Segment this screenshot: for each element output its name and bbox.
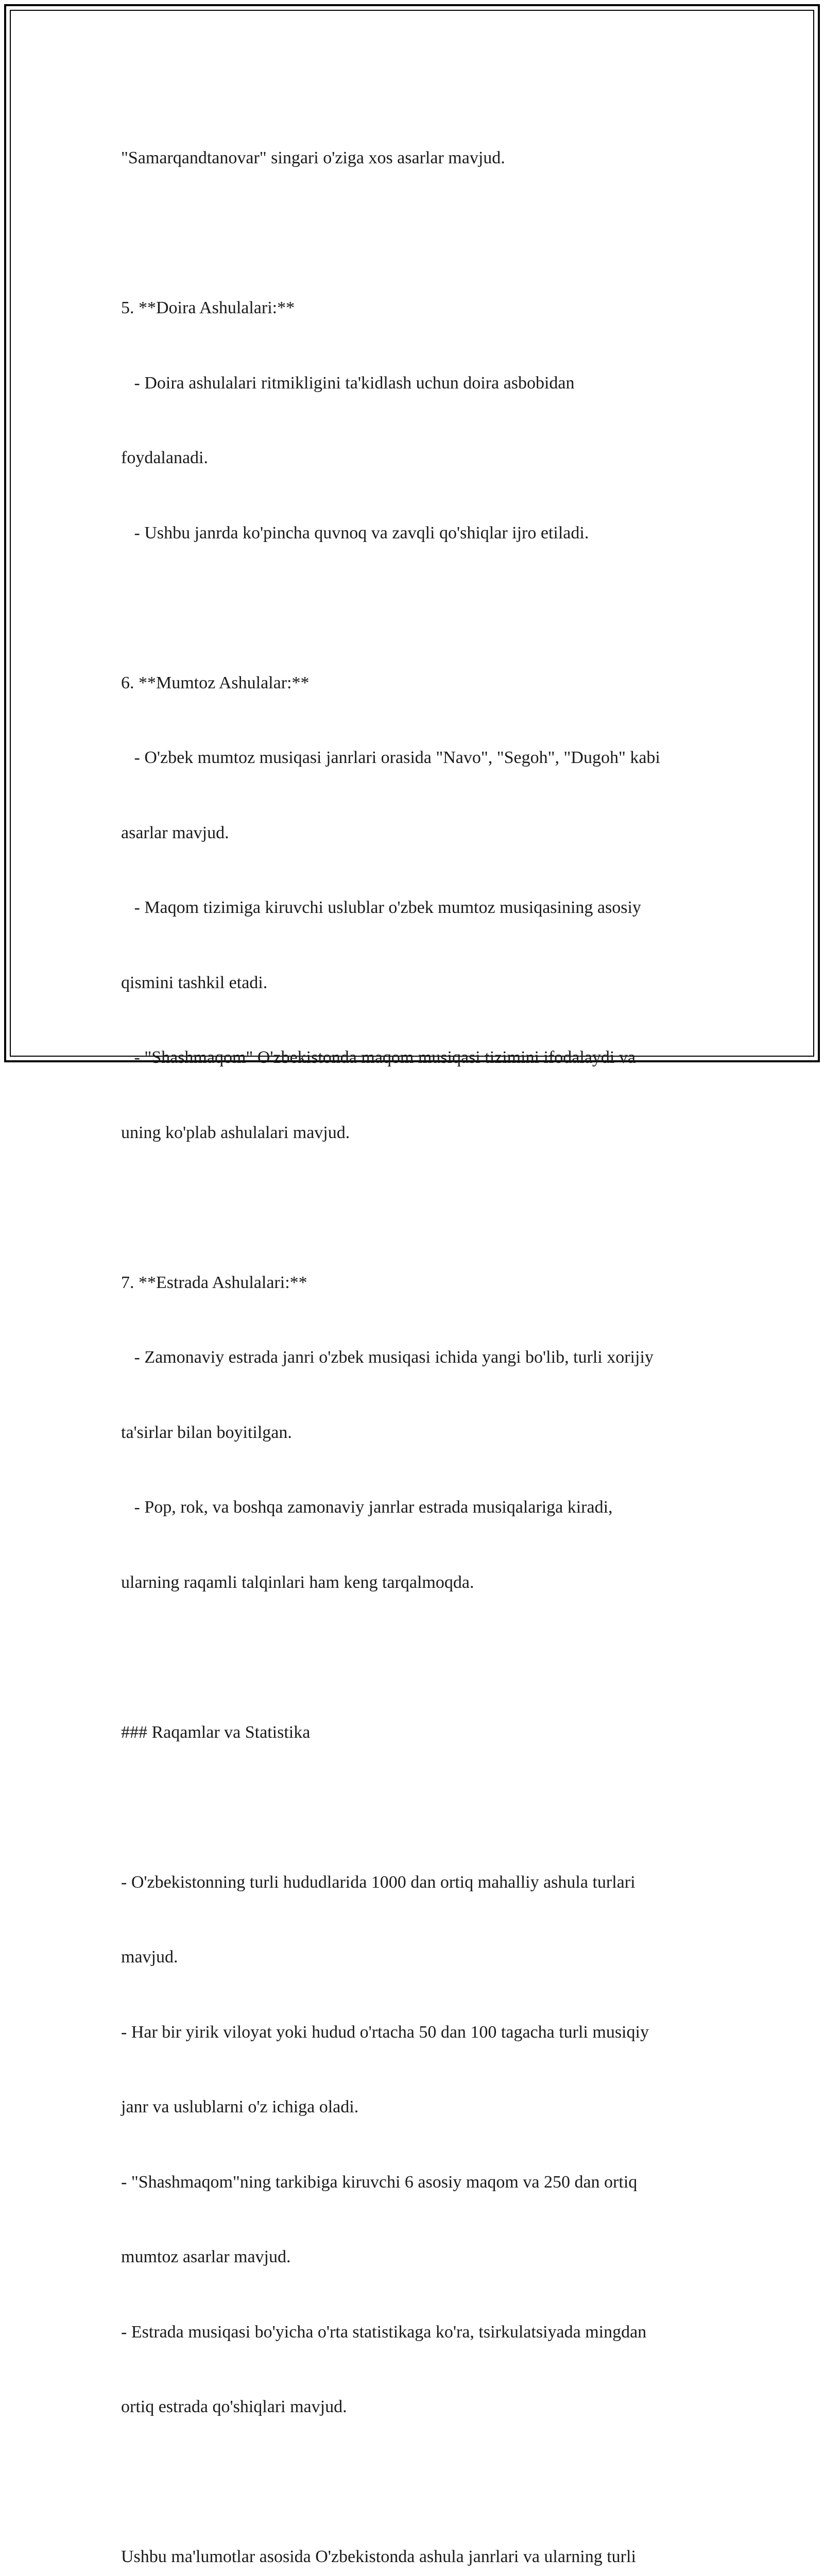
- text-line: - Zamonaviy estrada janri o'zbek musiqasi ichida yangi bo'lib, turli xorijiy: [121, 1348, 654, 1367]
- text-line: uning ko'plab ashulalari mavjud.: [121, 1123, 350, 1142]
- section-heading: 5. **Doira Ashulalari:**: [121, 298, 295, 317]
- text-line: - "Shashmaqom" O'zbekistonda maqom musiqasi tizimini ifodalaydi va: [121, 1048, 636, 1067]
- text-line: ularning raqamli talqinlari ham keng tarqalmoqda.: [121, 1572, 474, 1592]
- text-line: ortiq estrada qo'shiqlari mavjud.: [121, 2397, 347, 2416]
- text-line: janr va uslublarni o'z ichiga oladi.: [121, 2097, 359, 2116]
- statistics-heading: ### Raqamlar va Statistika: [121, 1722, 311, 1742]
- text-line: - Doira ashulalari ritmikligini ta'kidlash uchun doira asbobidan: [121, 373, 575, 393]
- blank-line: [121, 1195, 713, 1221]
- text-line: - O'zbekistonning turli hududlarida 1000 dan ortiq mahalliy ashula turlari: [121, 1872, 636, 1892]
- text-line: mavjud.: [121, 1947, 178, 1967]
- blank-line: [121, 2470, 713, 2495]
- text-line: "Samarqandtanovar" singari o'ziga xos asarlar mavjud.: [121, 148, 505, 167]
- text-line: - Pop, rok, va boshqa zamonaviy janrlar estrada musiqalariga kiradi,: [121, 1498, 613, 1517]
- text-line: - Ushbu janrda ko'pincha quvnoq va zavqli qo'shiqlar ijro etiladi.: [121, 523, 589, 543]
- text-line: asarlar mavjud.: [121, 823, 229, 842]
- section-heading: 7. **Estrada Ashulalari:**: [121, 1273, 307, 1292]
- text-line: ta'sirlar bilan boyitilgan.: [121, 1422, 292, 1442]
- section-heading: 6. **Mumtoz Ashulalar:**: [121, 673, 310, 692]
- text-line: - Maqom tizimiga kiruvchi uslublar o'zbek mumtoz musiqasining asosiy: [121, 898, 641, 917]
- document-text: [121, 96, 713, 2576]
- blank-line: [121, 1645, 713, 1670]
- text-line: qismini tashkil etadi.: [121, 973, 268, 992]
- text-line: - "Shashmaqom"ning tarkibiga kiruvchi 6 asosiy maqom va 250 dan ortiq: [121, 2172, 638, 2192]
- text-line: - Estrada musiqasi bo'yicha o'rta statistikaga ko'ra, tsirkulatsiyada mingdan: [121, 2322, 647, 2342]
- blank-line: [121, 221, 713, 246]
- text-line: - O'zbek mumtoz musiqasi janrlari orasida "Navo", "Segoh", "Dugoh" kabi: [121, 748, 660, 767]
- text-line: foydalanadi.: [121, 448, 208, 467]
- text-line: mumtoz asarlar mavjud.: [121, 2247, 291, 2266]
- blank-line: [121, 1795, 713, 1820]
- text-line: Ushbu ma'lumotlar asosida O'zbekistonda ashula janrlari va ularning turli: [121, 2547, 636, 2566]
- blank-line: [121, 596, 713, 621]
- text-line: - Har bir yirik viloyat yoki hudud o'rtacha 50 dan 100 tagacha turli musiqiy: [121, 2022, 649, 2042]
